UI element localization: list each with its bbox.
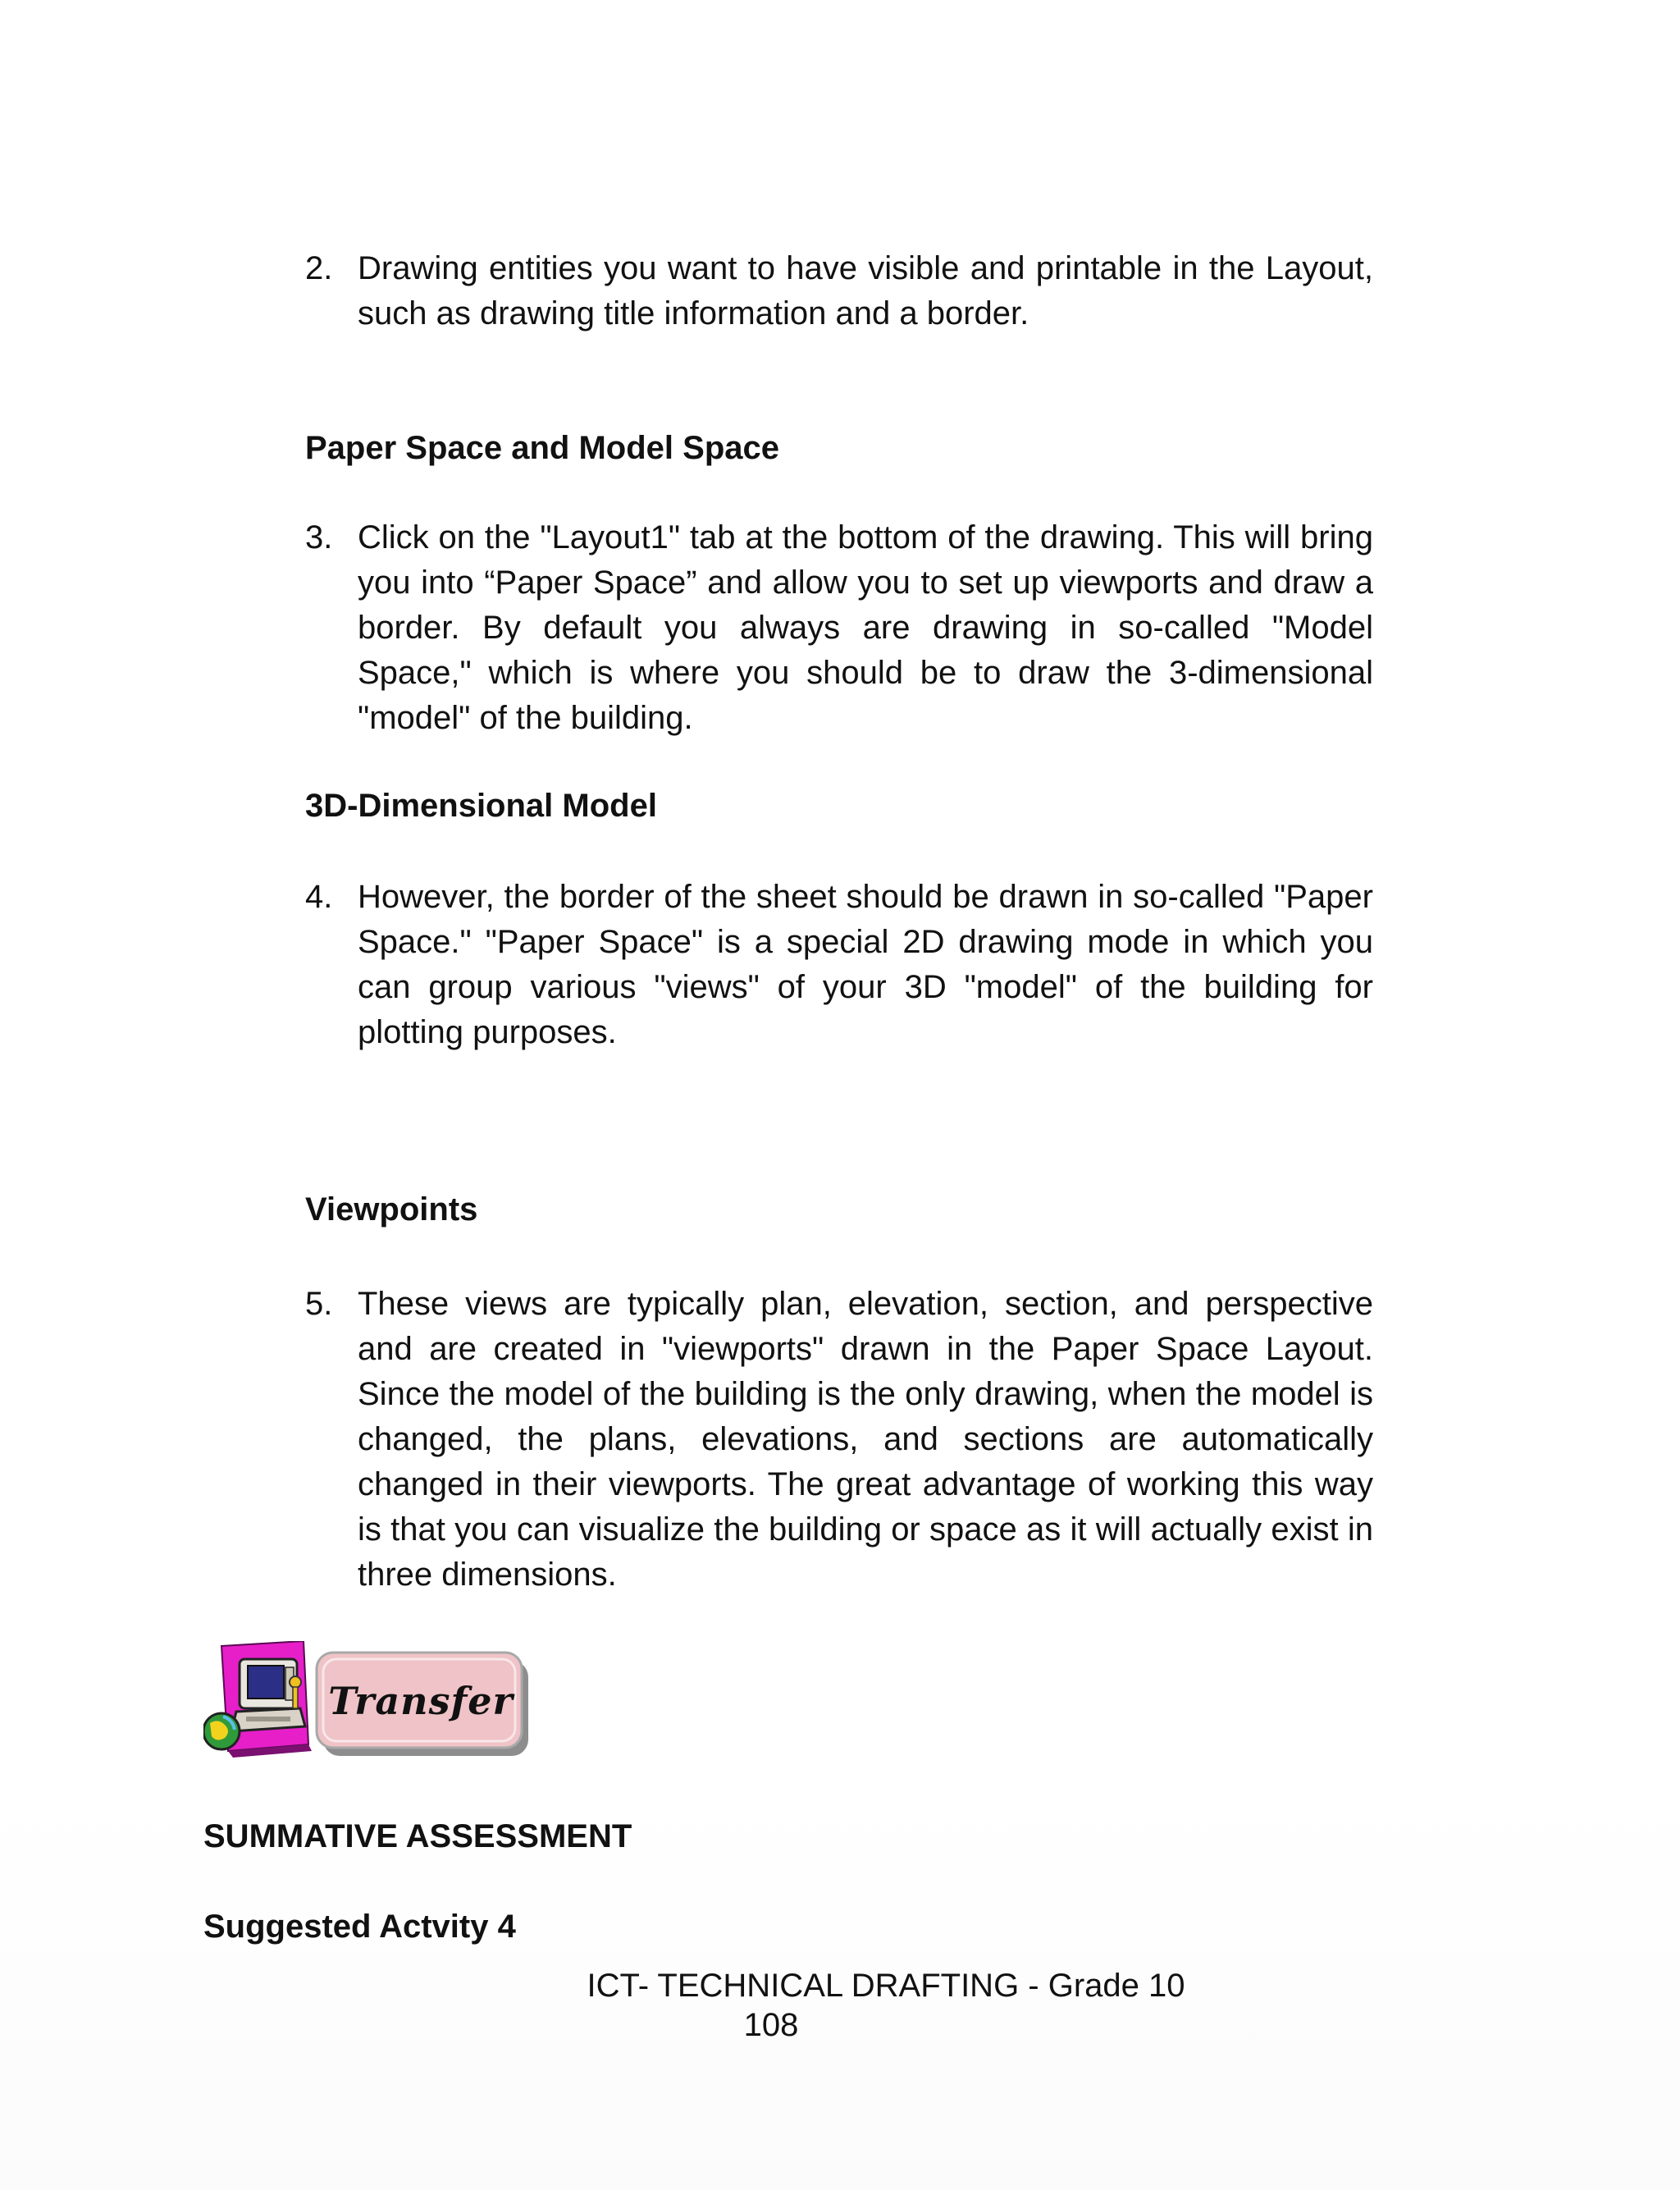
heading-summative-assessment: SUMMATIVE ASSESSMENT bbox=[203, 1818, 632, 1854]
transfer-banner bbox=[203, 1641, 535, 1763]
list-text: Drawing entities you want to have visible and printable in the Layout, such as drawing title information and a border. bbox=[358, 250, 1373, 331]
heading-paper-space: Paper Space and Model Space bbox=[305, 430, 779, 466]
list-item-4 bbox=[305, 875, 1373, 1055]
heading-suggested-activity: Suggested Actvity 4 bbox=[203, 1909, 516, 1945]
list-item-3 bbox=[305, 515, 1373, 741]
footer-title: ICT- TECHNICAL DRAFTING - Grade 10 bbox=[587, 1968, 1185, 2004]
list-number: 2. bbox=[305, 250, 333, 286]
heading-3d-model: 3D-Dimensional Model bbox=[305, 788, 657, 824]
list-item-2 bbox=[305, 246, 1373, 336]
heading-viewpoints: Viewpoints bbox=[305, 1191, 478, 1228]
list-number: 5. bbox=[305, 1286, 333, 1322]
list-number: 3. bbox=[305, 519, 333, 556]
page-number: 108 bbox=[743, 2007, 799, 2043]
list-text: Click on the "Layout1" tab at the bottom of the drawing. This will bring you into “Paper Space” and allow you to set up viewports and draw a border. By default you always are drawing in so-called "Model Space," which is where you should be to draw the 3-dimensional "model" of the building. bbox=[358, 519, 1373, 736]
transfer-label: Transfer bbox=[328, 1679, 514, 1723]
list-number: 4. bbox=[305, 879, 333, 915]
list-text: These views are typically plan, elevation, section, and perspective and are created in "viewports" drawn in the Paper Space Layout. Since the model of the building is the only drawing, when the model is changed, the plans, elevations, and sections are automatically changed in their viewports. The great advantage of working this way is that you can visualize the building or space as it will actually exist in three dimensions. bbox=[358, 1286, 1373, 1593]
list-text: However, the border of the sheet should be drawn in so-called "Paper Space." "Paper Space" is a special 2D drawing mode in which you can group various "views" of your 3D "model" of the building for plotting purposes. bbox=[358, 879, 1373, 1050]
list-item-5 bbox=[305, 1282, 1373, 1598]
